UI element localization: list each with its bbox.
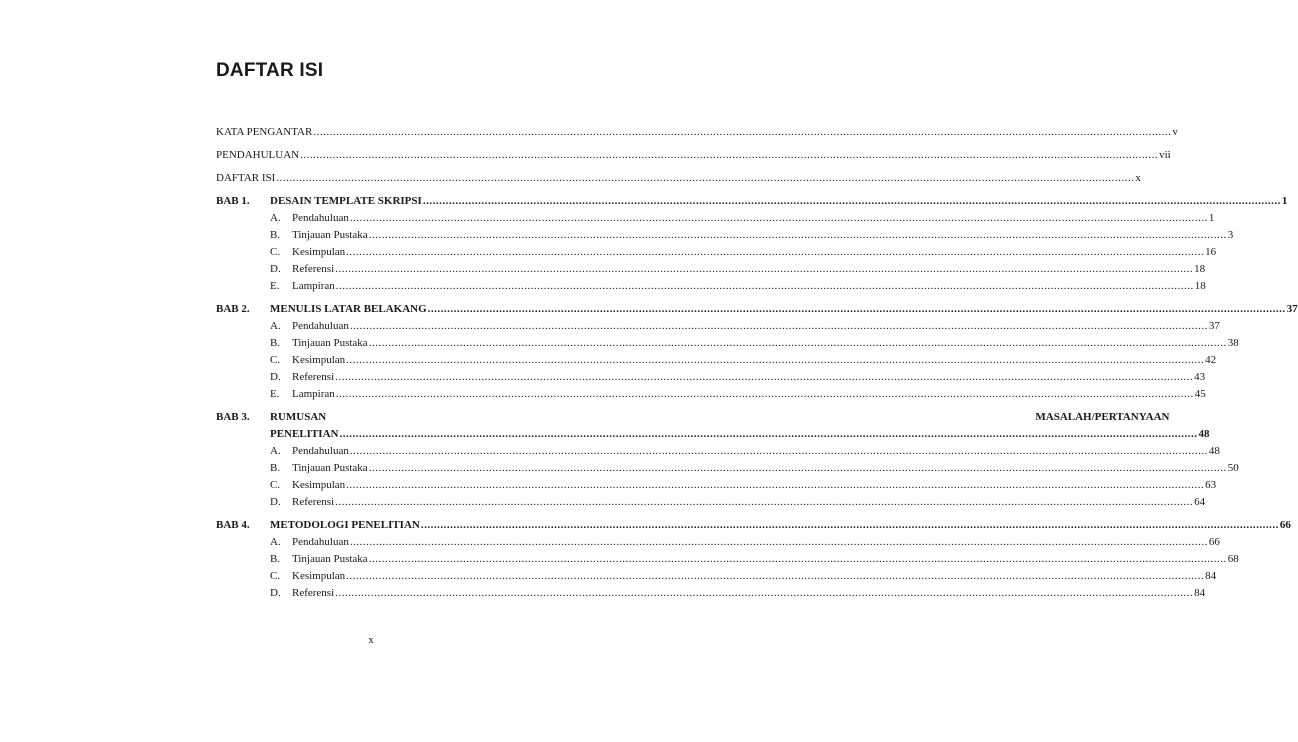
chapter-title: PENELITIAN (270, 428, 339, 440)
dot-leader (369, 551, 1227, 568)
chapter-page: 66 (1279, 519, 1291, 531)
dot-leader (346, 352, 1204, 369)
section-letter: C. (270, 479, 281, 491)
section-label: Pendahuluan (292, 320, 349, 332)
dot-leader (350, 210, 1208, 227)
section-entry (270, 585, 1206, 602)
chapter-title: DESAIN TEMPLATE SKRIPSI (270, 195, 422, 207)
section-page: 84 (1205, 570, 1217, 582)
page-title: DAFTAR ISI (216, 60, 324, 81)
section-label: Tinjauan Pustaka (292, 337, 368, 349)
dot-leader (346, 477, 1204, 494)
section-letter: A. (270, 445, 281, 457)
section-page: 50 (1227, 462, 1239, 474)
section-label: Kesimpulan (292, 354, 346, 366)
section-label: Pendahuluan (292, 536, 349, 548)
section-letter: D. (270, 587, 281, 599)
section-page: 66 (1208, 536, 1220, 548)
chapter-number: BAB 1. (216, 195, 250, 207)
dot-leader (350, 534, 1208, 551)
section-page: 68 (1227, 553, 1239, 565)
section-page: 37 (1208, 320, 1220, 332)
section-label: Referensi (292, 371, 335, 383)
chapter-heading (216, 409, 1210, 443)
chapter-heading (216, 193, 1288, 210)
section-letter: D. (270, 371, 281, 383)
chapter-4 (216, 517, 1291, 602)
section-entry (270, 568, 1217, 585)
section-entry (270, 534, 1220, 551)
chapter-page: 1 (1281, 195, 1288, 207)
section-page: 18 (1194, 280, 1206, 292)
dot-leader (276, 170, 1134, 187)
chapter-heading (216, 517, 1291, 534)
chapter-title-row (270, 426, 1209, 443)
dot-leader (369, 335, 1227, 352)
section-label: Kesimpulan (292, 479, 346, 491)
section-page: 64 (1194, 496, 1206, 508)
section-page: 18 (1194, 263, 1206, 275)
dot-leader (313, 124, 1171, 141)
section-entry (270, 261, 1206, 278)
dot-leader (300, 147, 1158, 164)
chapter-title-row (270, 193, 1287, 210)
section-letter: A. (270, 212, 281, 224)
section-label: Pendahuluan (292, 445, 349, 457)
toc-entry-kata-pengantar (216, 124, 1178, 141)
chapter-3 (216, 409, 1239, 511)
section-label: Tinjauan Pustaka (292, 462, 368, 474)
dot-leader (350, 443, 1208, 460)
section-list (270, 318, 1239, 403)
section-label: Lampiran (292, 280, 335, 292)
dot-leader (336, 386, 1194, 403)
section-entry (270, 443, 1220, 460)
section-label: Referensi (292, 496, 335, 508)
dot-leader (350, 318, 1208, 335)
section-entry (270, 318, 1220, 335)
toc-entry-label: KATA PENGANTAR (216, 126, 313, 138)
chapter-title: MENULIS LATAR BELAKANG (270, 303, 427, 315)
section-letter: D. (270, 263, 281, 275)
section-entry (270, 210, 1215, 227)
section-page: 16 (1205, 246, 1217, 258)
dot-leader (335, 369, 1193, 386)
section-entry (270, 278, 1206, 295)
section-letter: D. (270, 496, 281, 508)
section-page: 38 (1227, 337, 1239, 349)
section-letter: B. (270, 553, 281, 565)
toc-entry-label: PENDAHULUAN (216, 149, 300, 161)
chapter-number: BAB 4. (216, 519, 250, 531)
section-entry (270, 244, 1217, 261)
section-page: 3 (1227, 229, 1234, 241)
chapter-title-part: RUMUSAN (270, 411, 327, 423)
chapter-number: BAB 3. (216, 411, 250, 423)
chapter-heading (216, 301, 1298, 318)
dot-leader (335, 494, 1193, 511)
section-label: Pendahuluan (292, 212, 349, 224)
dot-leader (423, 193, 1281, 210)
dot-leader (339, 426, 1197, 443)
section-entry (270, 335, 1239, 352)
section-entry (270, 460, 1239, 477)
section-entry (270, 386, 1206, 403)
dot-leader (346, 244, 1204, 261)
section-letter: B. (270, 337, 281, 349)
toc-entry-label: DAFTAR ISI (216, 172, 276, 184)
section-letter: E. (270, 388, 280, 400)
section-letter: C. (270, 354, 281, 366)
chapter-number: BAB 2. (216, 303, 250, 315)
page-number: x (368, 634, 374, 646)
section-entry (270, 369, 1206, 386)
chapter-title-part: MASALAH/PERTANYAAN (1035, 411, 1170, 423)
section-letter: A. (270, 536, 281, 548)
chapter-page: 48 (1198, 428, 1210, 440)
section-list (270, 443, 1239, 511)
section-letter: B. (270, 462, 281, 474)
dot-leader (421, 517, 1279, 534)
section-page: 1 (1208, 212, 1215, 224)
section-label: Tinjauan Pustaka (292, 229, 368, 241)
chapter-title-row (270, 517, 1291, 534)
chapter-title-line-1 (270, 409, 1209, 426)
section-label: Tinjauan Pustaka (292, 553, 368, 565)
section-letter: E. (270, 280, 280, 292)
section-entry (270, 227, 1234, 244)
section-entry (270, 352, 1217, 369)
section-letter: A. (270, 320, 281, 332)
section-label: Kesimpulan (292, 570, 346, 582)
section-page: 48 (1208, 445, 1220, 457)
dot-leader (335, 261, 1193, 278)
dot-leader (346, 568, 1204, 585)
section-label: Referensi (292, 263, 335, 275)
toc-entry-page: vii (1159, 149, 1171, 161)
section-page: 63 (1205, 479, 1217, 491)
section-page: 45 (1194, 388, 1206, 400)
section-letter: C. (270, 246, 281, 258)
section-letter: C. (270, 570, 281, 582)
section-page: 84 (1194, 587, 1206, 599)
toc-entry-page: v (1172, 126, 1178, 138)
section-list (270, 534, 1239, 602)
chapter-2 (216, 301, 1298, 403)
section-label: Kesimpulan (292, 246, 346, 258)
dot-leader (369, 227, 1227, 244)
section-label: Referensi (292, 587, 335, 599)
toc-entry-daftar-isi (216, 170, 1141, 187)
toc-entry-pendahuluan (216, 147, 1171, 164)
table-of-contents (216, 124, 1298, 608)
dot-leader (428, 301, 1286, 318)
section-label: Lampiran (292, 388, 335, 400)
chapter-title: METODOLOGI PENELITIAN (270, 519, 420, 531)
section-entry (270, 477, 1217, 494)
section-entry (270, 551, 1239, 568)
section-page: 43 (1194, 371, 1206, 383)
dot-leader (336, 278, 1194, 295)
chapter-1 (216, 193, 1288, 295)
chapter-title-row (270, 301, 1298, 318)
toc-entry-page: x (1135, 172, 1141, 184)
dot-leader (335, 585, 1193, 602)
dot-leader (369, 460, 1227, 477)
section-list (270, 210, 1234, 295)
section-page: 42 (1205, 354, 1217, 366)
section-entry (270, 494, 1206, 511)
section-letter: B. (270, 229, 281, 241)
chapter-page: 37 (1286, 303, 1298, 315)
